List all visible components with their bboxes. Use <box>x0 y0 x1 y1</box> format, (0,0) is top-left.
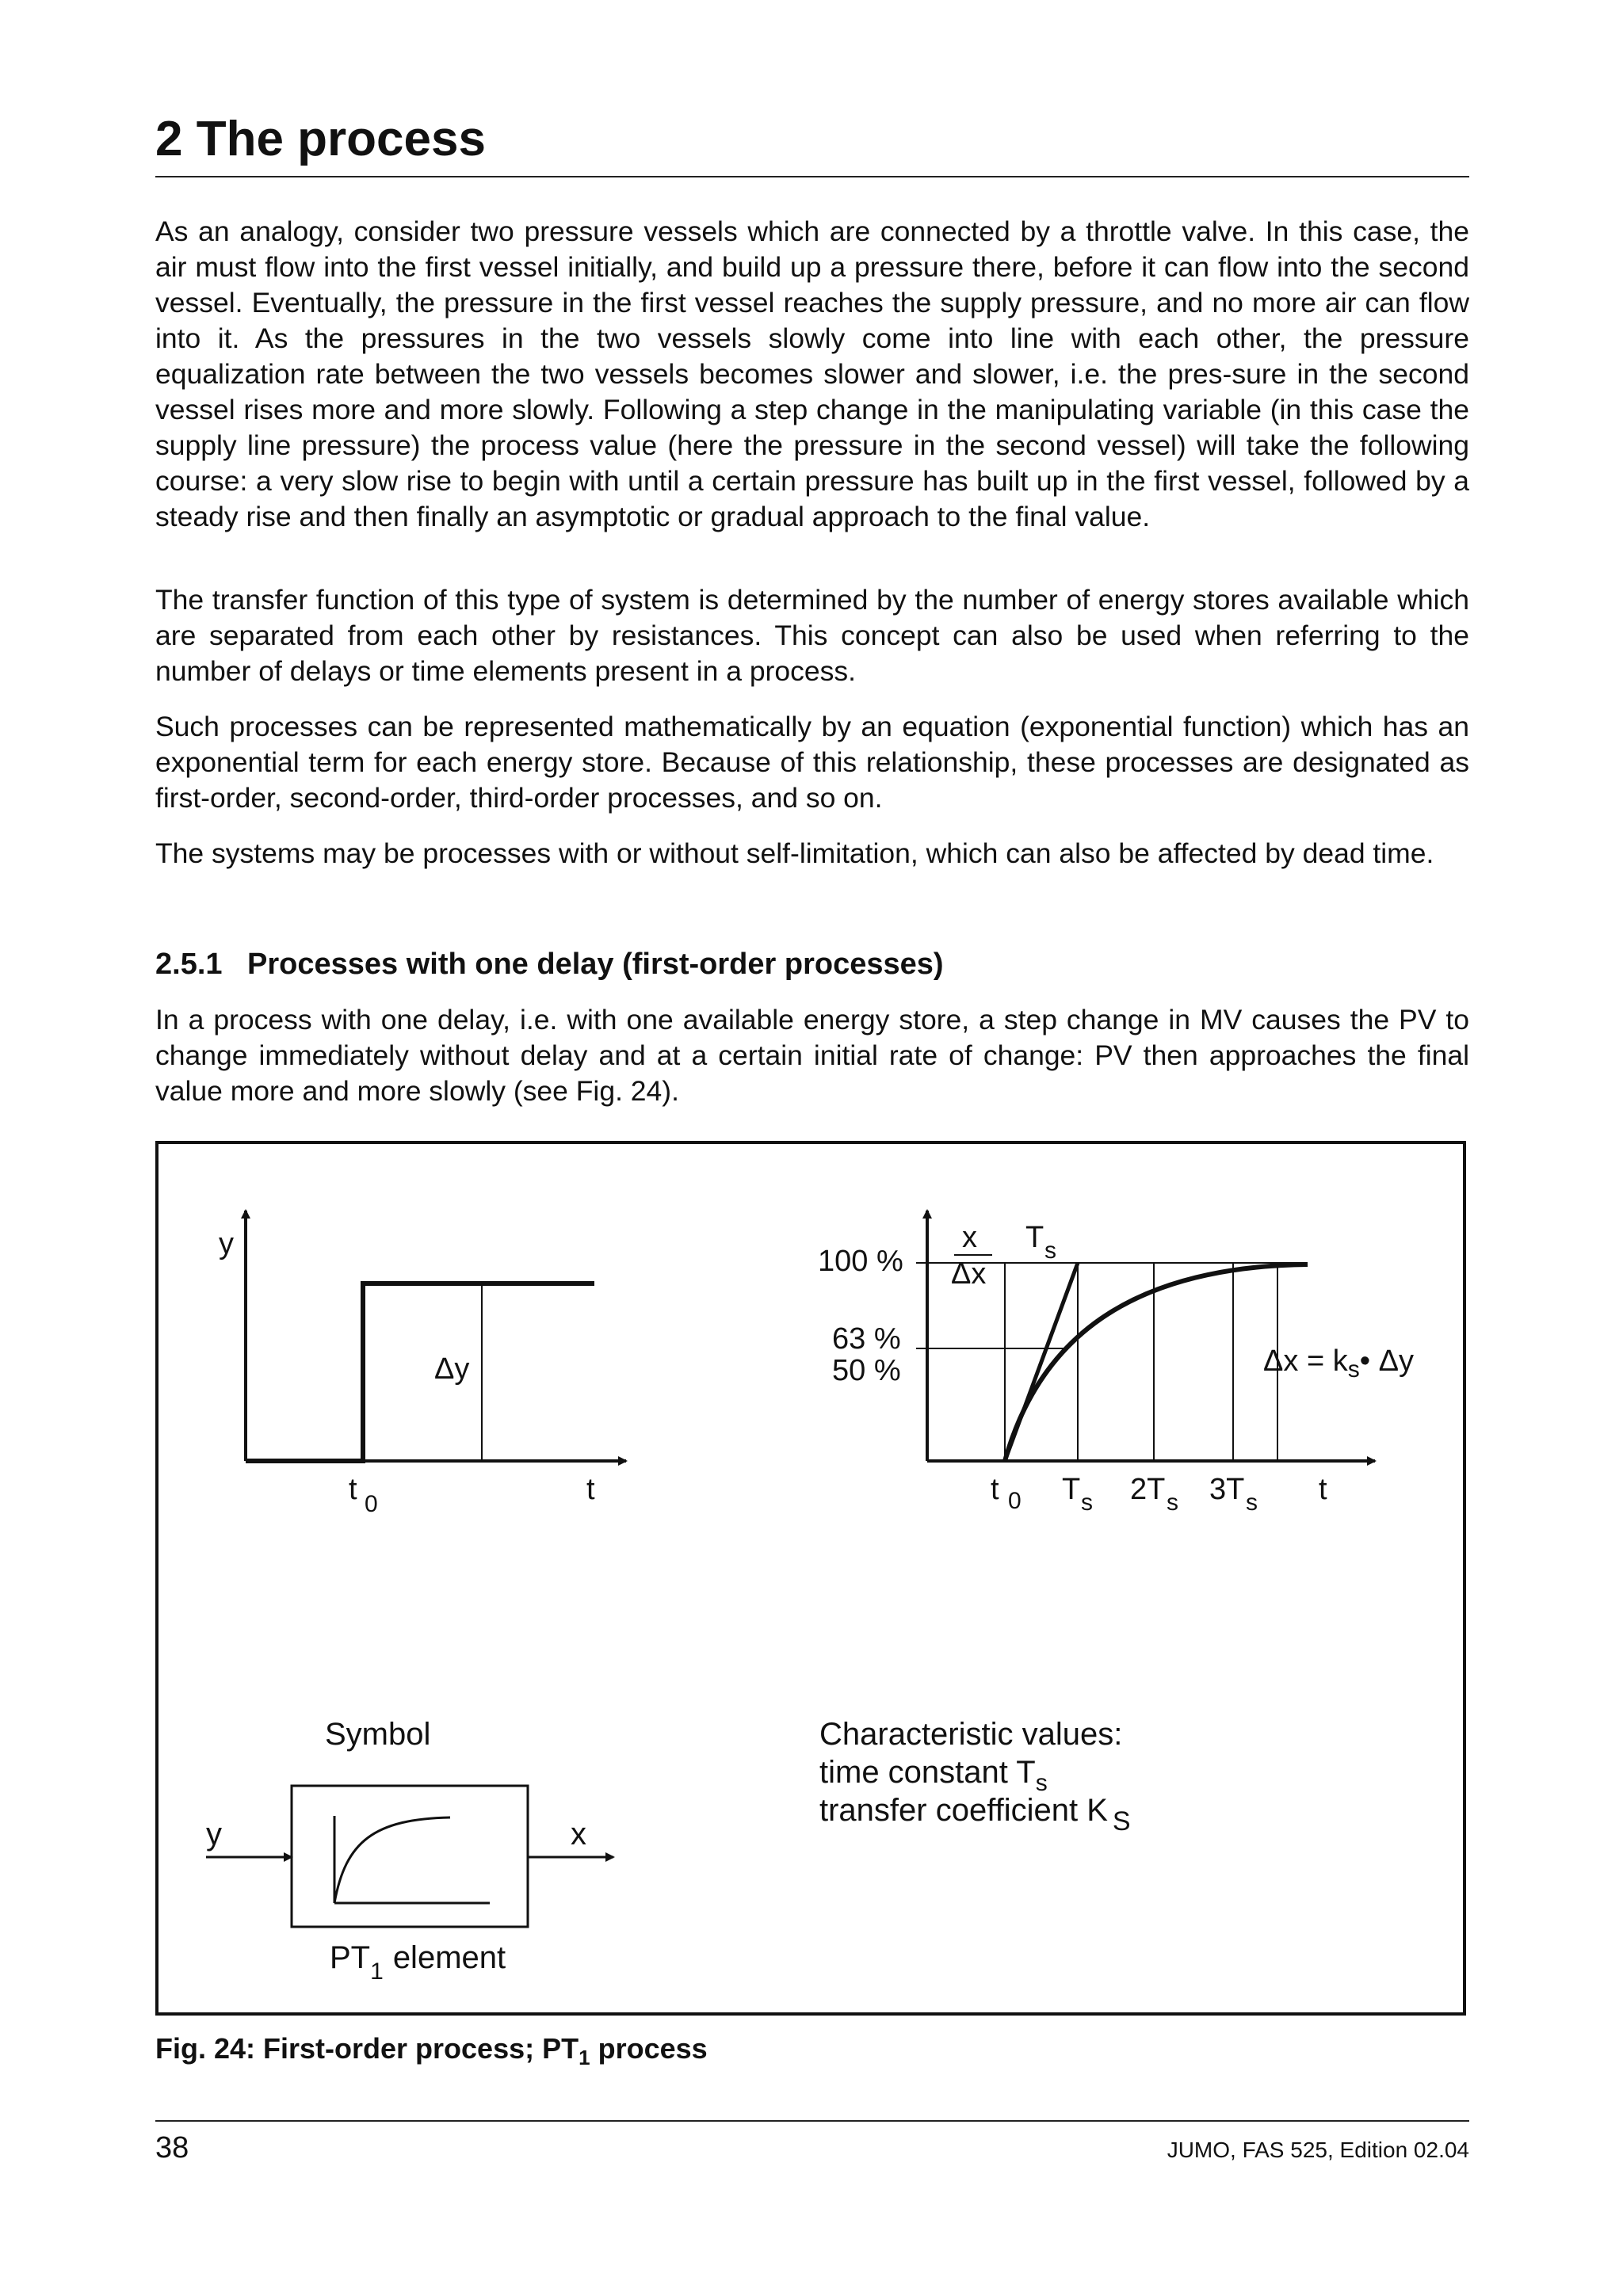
tick-ts-subscript: s <box>1081 1489 1093 1516</box>
formula-subscript: s <box>1347 1356 1360 1383</box>
symbol-title: Symbol <box>325 1717 431 1752</box>
characteristic-line-2 <box>819 1793 1131 1836</box>
ts-top-label: T <box>1025 1221 1044 1254</box>
tick-3ts-label: 3T <box>1209 1473 1245 1506</box>
figure-caption <box>155 2032 708 2070</box>
header-rule <box>155 176 1469 177</box>
symbol-input-label: y <box>206 1817 222 1852</box>
ratio-numerator: x <box>962 1221 977 1254</box>
step-delta-y-label: Δy <box>434 1352 470 1386</box>
characteristic-values <box>819 1717 1131 1836</box>
element-subscript: 1 <box>370 1958 384 1985</box>
subsection-number: 2.5.1 <box>155 948 223 981</box>
ts-top-subscript: s <box>1044 1238 1056 1264</box>
exponential-response-curve <box>1005 1264 1308 1461</box>
figure-diagram <box>158 1144 1463 2012</box>
figure-24 <box>155 1141 1466 2016</box>
caption-subscript: 1 <box>579 2046 590 2070</box>
formula-end: • Δy <box>1359 1344 1414 1378</box>
element-name: PT <box>330 1940 371 1975</box>
label-100-percent: 100 % <box>818 1245 903 1278</box>
symbol-box <box>292 1786 528 1927</box>
transfer-coefficient-subscript: S <box>1112 1806 1131 1836</box>
footer-rule <box>155 2120 1469 2122</box>
symbol-curve-icon <box>334 1816 450 1903</box>
subsection-heading <box>155 948 944 982</box>
caption-suffix: process <box>590 2032 708 2065</box>
step-t0-subscript: 0 <box>365 1491 378 1517</box>
time-constant-text: time constant T <box>819 1755 1036 1790</box>
subsection-paragraph: In a process with one delay, i.e. with one available energy store, a step change in MV causes the PV to change immediately without delay and at a certain initial rate of change: PV then approaches the final value more and more slowly (see Fig. 24). <box>155 1004 1469 1107</box>
step-t-label: t <box>586 1473 595 1506</box>
step-input-plot <box>219 1211 626 1517</box>
edition-label: JUMO, FAS 525, Edition 02.04 <box>1167 2138 1469 2162</box>
time-constant-subscript: s <box>1035 1770 1048 1796</box>
transfer-coefficient-text: transfer coefficient K <box>819 1793 1108 1828</box>
paragraph-3: Such processes can be represented mathematically by an equation (exponential function) which has an exponential term for each energy store. Because of this relationship, these processes are designated as first-order, second-order, third-order processes, and so on. <box>155 711 1469 814</box>
label-50-percent: 50 % <box>832 1354 901 1387</box>
tick-ts-label: T <box>1062 1473 1081 1506</box>
tick-2ts-label: 2T <box>1130 1473 1166 1506</box>
paragraph-1: As an analogy, consider two pressure vessels which are connected by a throttle valve. In this case, the air must flow into the first vessel initially, and build up a pressure there, before it can flow into the second vessel. Eventually, the pressure in the first vessel reaches the supply pressure, and no more air can flow into it. As the pressures in the two vessels slowly come into line with each other, the pressure equalization rate between the two vessels becomes slower and slower, i.e. the pres-sure in the second vessel rises more and more slowly. Following a step change in the manipulating variable (in this case the supply line pressure) the process value (here the pressure in the second vessel) will take the following course: a very slow rise to begin with until a certain pressure has built up in the first vessel, followed by a steady rise and then finally an asymptotic or gradual approach to the final value. <box>155 215 1469 532</box>
label-63-percent: 63 % <box>832 1322 901 1356</box>
formula-delta: Δx = k <box>1263 1344 1348 1378</box>
element-label <box>330 1940 506 1985</box>
paragraph-4: The systems may be processes with or without self-limitation, which can also be affected by dead time. <box>155 837 1434 869</box>
caption-prefix: Fig. 24: First-order process; PT <box>155 2032 579 2065</box>
element-suffix: element <box>392 1940 506 1975</box>
page-number: 38 <box>155 2131 189 2164</box>
response-plot <box>818 1211 1414 1516</box>
subsection-title: Processes with one delay (first-order processes) <box>247 948 944 981</box>
step-y-label: y <box>219 1227 234 1261</box>
tick-2ts-subscript: s <box>1167 1489 1178 1516</box>
step-t0-label: t <box>349 1473 357 1506</box>
step-signal <box>246 1283 594 1461</box>
response-t0-subscript: 0 <box>1008 1488 1022 1514</box>
ratio-denominator: Δx <box>951 1257 987 1291</box>
response-t0-label: t <box>991 1473 999 1506</box>
paragraph-2: The transfer function of this type of system is determined by the number of energy stores available which are separated from each other by resistances. This concept can also be used when referring to the number of delays or time elements present in a process. <box>155 584 1469 687</box>
symbol-output-label: x <box>571 1817 586 1852</box>
characteristic-heading: Characteristic values: <box>819 1717 1123 1752</box>
response-formula <box>1263 1344 1414 1383</box>
response-t-label: t <box>1319 1473 1327 1506</box>
tick-3ts-subscript: s <box>1246 1489 1258 1516</box>
section-title: 2 The process <box>155 112 486 166</box>
characteristic-line-1 <box>819 1755 1048 1796</box>
pt1-symbol <box>206 1717 613 1985</box>
